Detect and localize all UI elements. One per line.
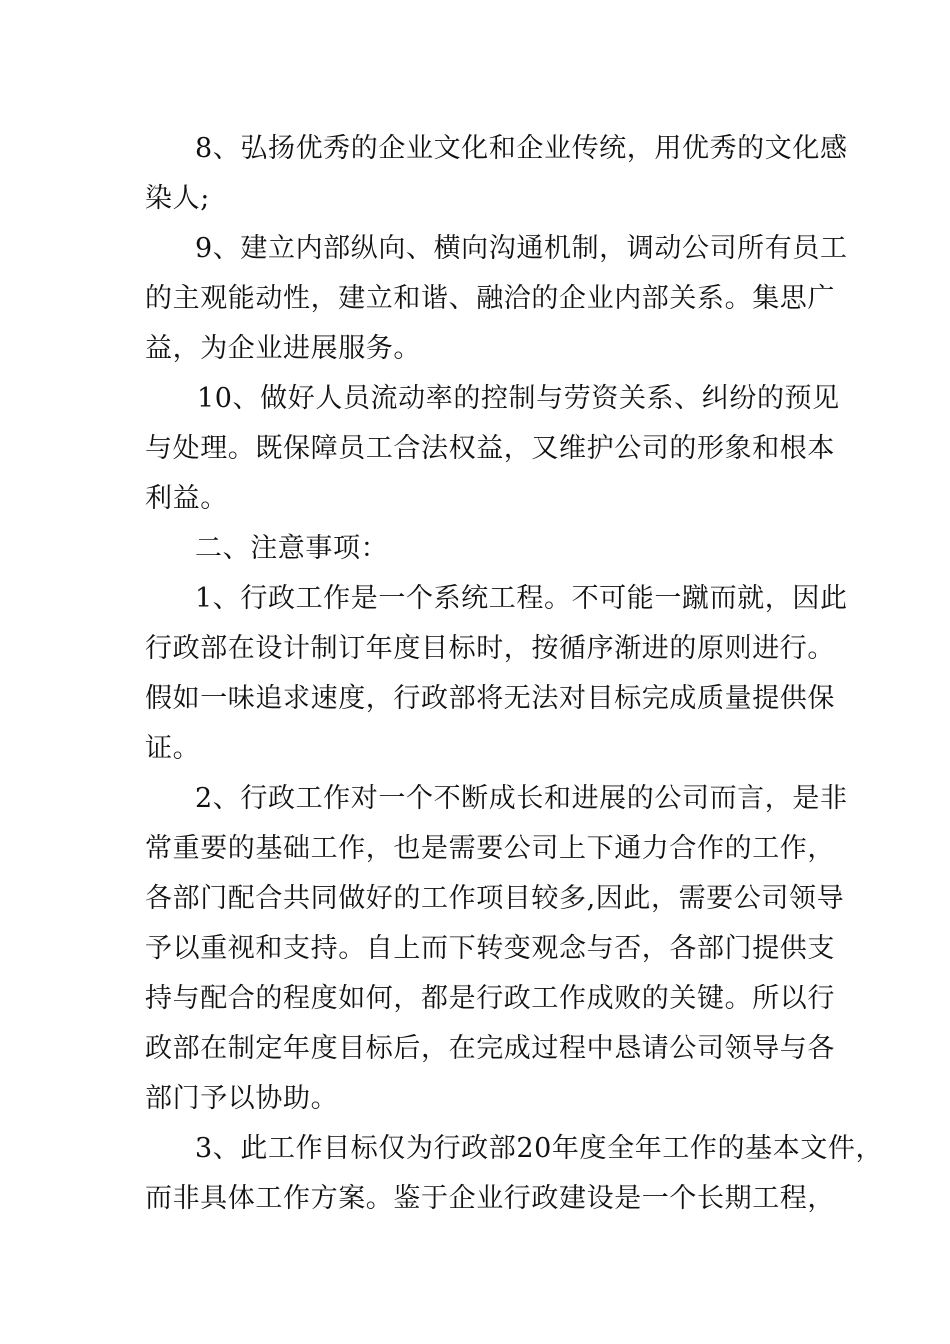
note-2-line-7: 部门予以协助。 xyxy=(145,1083,339,1114)
paragraph-10-line-1: 10、做好人员流动率的控制与劳资关系、纠纷的预见 xyxy=(197,383,840,414)
paragraph-10-line-2: 与处理。既保障员工合法权益，又维护公司的形象和根本 xyxy=(145,433,835,464)
note-3-line-1: 3、此工作目标仅为行政部20年度全年工作的基本文件， xyxy=(195,1133,884,1164)
note-2-line-6: 政部在制定年度目标后，在完成过程中恳请公司领导与各 xyxy=(145,1033,835,1064)
note-2-line-2: 常重要的基础工作，也是需要公司上下通力合作的工作， xyxy=(145,833,835,864)
note-2-line-4: 予以重视和支持。自上而下转变观念与否，各部门提供支 xyxy=(145,933,835,964)
note-3-line-2: 而非具体工作方案。鉴于企业行政建设是一个长期工程， xyxy=(145,1183,835,1214)
note-1-line-1: 1、行政工作是一个系统工程。不可能一蹴而就，因此 xyxy=(195,583,848,614)
note-2-line-3: 各部门配合共同做好的工作项目较多,因此，需要公司领导 xyxy=(145,883,845,914)
paragraph-9-line-2: 的主观能动性，建立和谐、融洽的企业内部关系。集思广 xyxy=(145,283,835,314)
paragraph-9-line-1: 9、建立内部纵向、横向沟通机制，调动公司所有员工 xyxy=(195,233,848,264)
paragraph-9-line-3: 益，为企业进展服务。 xyxy=(145,333,421,364)
note-1-line-2: 行政部在设计制订年度目标时，按循序渐进的原则进行。 xyxy=(145,633,835,664)
note-1-line-3: 假如一味追求速度，行政部将无法对目标完成质量提供保 xyxy=(145,683,835,714)
paragraph-8-line-2: 染人; xyxy=(145,183,210,214)
section-heading-notes: 二、注意事项： xyxy=(195,533,389,564)
note-2-line-5: 持与配合的程度如何，都是行政工作成败的关键。所以行 xyxy=(145,983,835,1014)
note-1-line-4: 证。 xyxy=(145,733,201,764)
note-2-line-1: 2、行政工作对一个不断成长和进展的公司而言，是非 xyxy=(195,783,848,814)
paragraph-8-line-1: 8、弘扬优秀的企业文化和企业传统，用优秀的文化感 xyxy=(195,133,848,164)
paragraph-10-line-3: 利益。 xyxy=(145,483,228,514)
